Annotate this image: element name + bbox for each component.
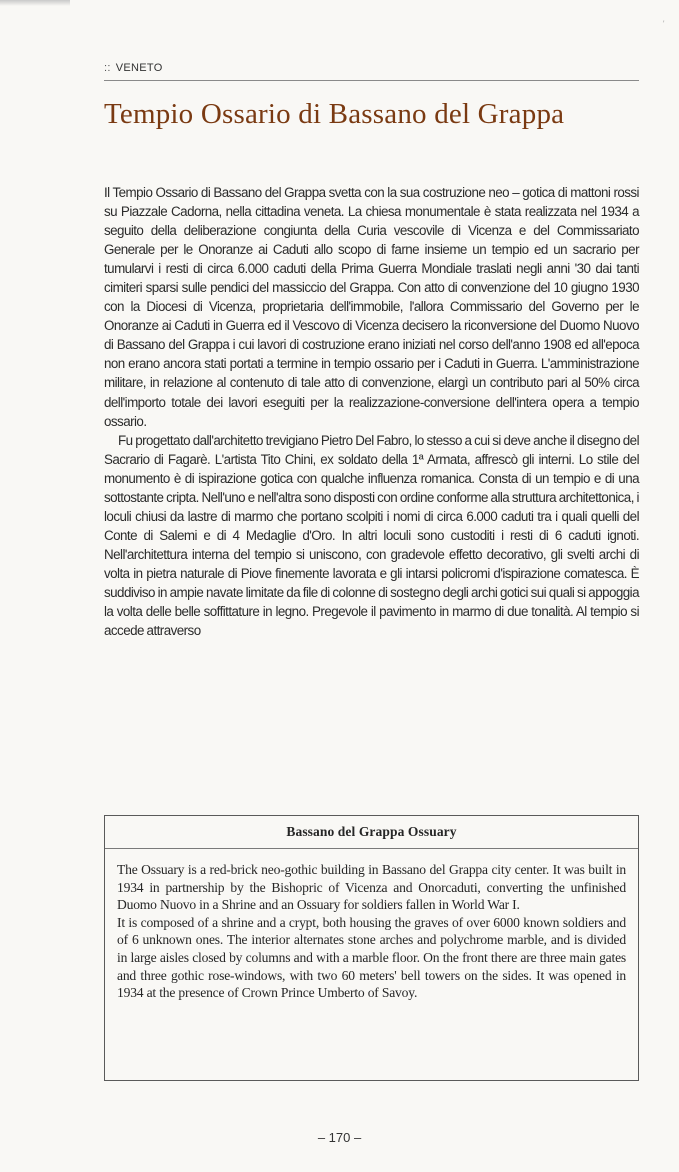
summary-box-text — [117, 861, 626, 1002]
section-label-text: VENETO — [115, 62, 163, 74]
header-rule — [104, 80, 639, 81]
scan-edge — [0, 0, 70, 6]
article-paragraph: Il Tempio Ossario di Bassano del Grappa svetta con la sua costruzione neo – gotica di mattoni rossi su Piazzale Cadorna, nella cittadina veneta. La chiesa monumentale è stata realizzata nel 1934 a seguito della deliberazione congiunta della Curia vescovile di Vicenza e del Commissariato Generale per le Onoranze ai Caduti allo scopo di farne insieme un tempio ed un sacrario per tumularvi i resti di circa 6.000 caduti della Prima Guerra Mondiale traslati negli anni '30 dai tanti cimiteri sparsi sulle pendici del massiccio del Grappa. Con atto di convenzione del 10 giugno 1930 con la Diocesi di Vicenza, proprietaria dell'immobile, l'allora Commissario del Governo per le Onoranze ai Caduti in Guerra ed il Vescovo di Vicenza decisero la riconversione del Duomo Nuovo di Bassano del Grappa i cui lavori di costruzione erano iniziati nel corso dell'anno 1908 ed all'epoca non erano ancora stati portati a termine in tempio ossario per i Caduti in Guerra. L'amministrazione militare, in relazione al contenuto di tale atto di convenzione, elargì un contributo pari al 50% circa dell'importo totale dei lavori eseguiti per la realizzazione-conversione dell'intera opera a tempio ossario. — [104, 185, 639, 429]
scan-mark: ʼ — [662, 20, 665, 30]
summary-box-title: Bassano del Grappa Ossuary — [286, 824, 457, 839]
summary-paragraph: The Ossuary is a red-brick neo-gothic building in Bassano del Grappa city center. It was built in 1934 in partnership by the Bishopric of Vicenza and Onorcaduti, converting the unfinished Duomo Nuovo in a Shrine and an Ossuary for soldiers fallen in World War I. — [117, 862, 626, 913]
summary-paragraph: It is composed of a shrine and a crypt, both housing the graves of over 6000 known soldiers and of 6 unknown ones. The interior alternates stone arches and polychrome marble, and is divided in large aisles closed by columns and with a marble floor. On the front there are three main gates and three gothic rose-windows, with two 60 meters' bell towers on the sides. It was opened in 1934 at the presence of Crown Prince Umberto of Savoy. — [117, 914, 626, 1001]
section-label — [104, 62, 163, 74]
summary-box-divider — [105, 848, 638, 849]
article-paragraph: Fu progettato dall'architetto trevigiano Pietro Del Fabro, lo stesso a cui si deve anche il disegno del Sacrario di Fagarè. L'artista Tito Chini, ex soldato della 1ª Armata, affrescò gli interni. Lo stile del monumento è di ispirazione gotica con qualche influenza romanica. Consta di un tempio e di una sottostante cripta. Nell'uno e nell'altra sono disposti con ordine conforme alla struttura architettonica, i loculi chiusi da lastre di marmo che portano scolpiti i nomi di circa 6.000 caduti tra i quali quelli del Conte di Salemi e di 4 Medaglie d'Oro. In altri loculi sono custoditi i resti di 6 caduti ignoti. Nell'architettura interna del tempio si uniscono, con gradevole effetto decorativo, gli svelti archi di volta in pietra naturale di Piove finemente lavorata e gli intarsi policromi d'ispirazione comatesca. È suddiviso in ampie navate limitate da file di colonne di sostegno degli archi gotici sui quali si appoggia la volta delle belle soffittature in legno. Pregevole il pavimento in marmo di due tonalità. Al tempio si accede attraverso — [104, 432, 639, 639]
article-body — [104, 183, 639, 640]
section-dots-icon: :: — [104, 62, 111, 74]
page-title: Tempio Ossario di Bassano del Grappa — [104, 98, 565, 130]
page-number: – 170 – — [317, 1130, 362, 1145]
english-summary-box — [104, 815, 639, 1081]
